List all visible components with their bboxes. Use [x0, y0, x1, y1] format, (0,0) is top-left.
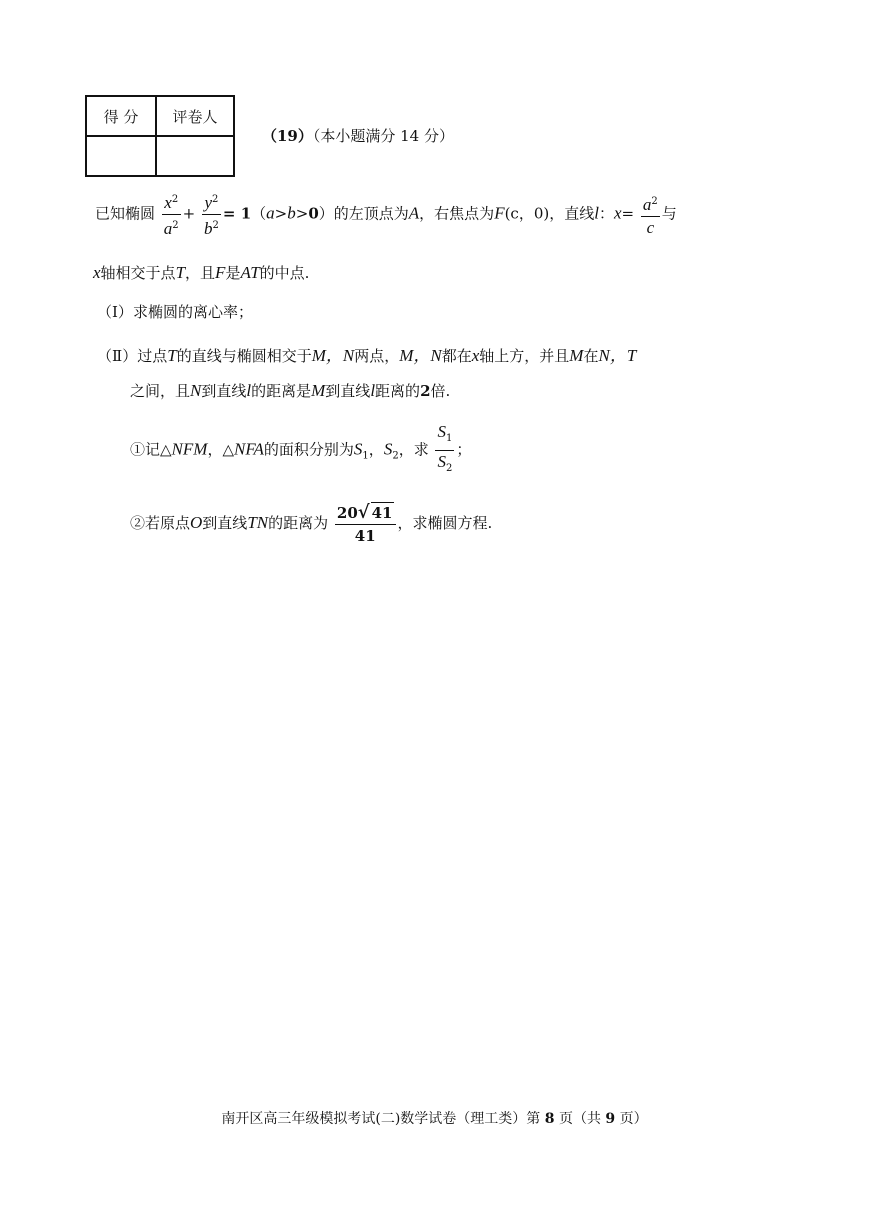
- exponent: 2: [171, 194, 179, 205]
- number-two: 2: [420, 382, 431, 400]
- sub-1-text: ①记△: [130, 440, 172, 459]
- stem-text: 的左顶点为: [333, 204, 409, 223]
- var-M: M: [569, 346, 584, 365]
- equals-one: = 1: [222, 204, 252, 223]
- stem-text: 与: [661, 204, 677, 223]
- var-O: O: [190, 513, 203, 532]
- subscript: 1: [362, 450, 369, 462]
- part-2-line-1: [97, 341, 636, 366]
- sub-1-text: ，求: [398, 440, 429, 459]
- sub-1-text: 的面积分别为: [263, 440, 354, 459]
- footer-text: 南开区高三年级模拟考试(二)数学试卷（理工类）第: [221, 1111, 541, 1127]
- var-NT: N，T: [598, 346, 637, 365]
- exponent: 2: [172, 220, 179, 231]
- var-MN: M，N: [399, 346, 442, 365]
- part-2-text: 距离的: [375, 382, 421, 400]
- var-N: N: [190, 381, 202, 400]
- plus-sign: +: [182, 204, 196, 223]
- var-F: F: [494, 203, 505, 223]
- grader-cell: [156, 136, 234, 176]
- frac-num: y: [204, 193, 213, 212]
- grader-header: 评卷人: [156, 96, 234, 136]
- part-1: [97, 301, 253, 322]
- part-2-text: 的距离是: [251, 382, 312, 400]
- subscript: 2: [392, 450, 399, 462]
- part-2-text: 的直线与椭圆相交于: [176, 347, 312, 365]
- sub-question-2: [130, 502, 492, 546]
- frac-num: x: [164, 193, 172, 212]
- var-x: x: [614, 203, 622, 223]
- part-2-line-2: [130, 380, 450, 401]
- sub-2-text: ②若原点: [130, 514, 191, 532]
- frac-den: 41: [354, 527, 376, 545]
- part-1-text: 求椭圆的离心率；: [132, 303, 253, 321]
- sub-2-text: ，求椭圆方程.: [397, 514, 493, 532]
- part-2-text: 轴上方，并且: [479, 347, 570, 365]
- stem-text: 已知椭圆: [95, 204, 156, 223]
- stem-text: ，右焦点为: [419, 204, 495, 223]
- part-2-text: 都在: [441, 347, 472, 365]
- score-header: 得 分: [86, 96, 156, 136]
- stem-text: 的中点.: [259, 264, 310, 282]
- paren: （: [251, 204, 267, 223]
- frac-den: S: [437, 452, 446, 471]
- fraction-y2-b2: [202, 190, 221, 239]
- var-TN: TN: [247, 513, 269, 532]
- frac-den: b: [204, 219, 213, 238]
- var-b: b: [287, 203, 296, 223]
- var-a: a: [266, 203, 275, 223]
- part-2-text: 到直线: [201, 382, 247, 400]
- part-2-text: 到直线: [325, 382, 371, 400]
- frac-den: c: [646, 217, 655, 237]
- gt: >: [295, 204, 309, 223]
- total-pages: 9: [605, 1111, 616, 1127]
- part-2-text: 在: [583, 347, 599, 365]
- var-MN: M，N: [311, 346, 355, 365]
- footer-text: 页）: [619, 1111, 648, 1127]
- page-number: 8: [544, 1111, 555, 1127]
- part-2-text: 两点，: [354, 347, 400, 365]
- sub-question-1: [130, 422, 471, 479]
- semicolon: ；: [456, 440, 472, 459]
- var-T: T: [167, 346, 177, 365]
- var-l: l: [246, 381, 252, 400]
- stem-text: 轴相交于点: [100, 264, 176, 282]
- part-2-text: 倍.: [430, 382, 451, 400]
- sub-1-text: ，△: [207, 440, 234, 459]
- stem-text: 是: [225, 264, 241, 282]
- part-2-label: （Ⅱ）: [97, 347, 138, 365]
- var-F: F: [215, 263, 226, 282]
- var-l: l: [370, 381, 376, 400]
- exponent: 2: [651, 195, 658, 207]
- var-NFM: NFM: [171, 439, 208, 459]
- var-M: M: [311, 381, 326, 400]
- var-x: x: [471, 346, 480, 365]
- part-1-label: （Ⅰ）: [97, 303, 133, 321]
- fraction-s1-s2: [435, 422, 454, 479]
- sub-2-text: 的距离为: [268, 514, 329, 532]
- coefficient: 20: [336, 504, 358, 522]
- part-2-text: 过点: [137, 347, 168, 365]
- colon: ：: [598, 204, 614, 223]
- score-cell: [86, 136, 156, 176]
- fraction-distance: [335, 502, 396, 546]
- var-A: A: [408, 203, 420, 223]
- subscript: 1: [445, 433, 453, 444]
- frac-den: a: [163, 219, 173, 238]
- subscript: 2: [445, 463, 453, 474]
- stem-text: ，且: [185, 264, 216, 282]
- fraction-a2-c: [641, 192, 660, 238]
- footer-text: 页（共: [558, 1111, 601, 1127]
- radical-sign: √: [357, 502, 370, 523]
- frac-num: S: [437, 422, 446, 441]
- part-2-text: 之间，且: [130, 382, 191, 400]
- page-footer: [0, 1108, 869, 1128]
- var-S: S: [353, 439, 363, 459]
- var-AT: AT: [240, 263, 260, 282]
- sub-2-text: 到直线: [202, 514, 248, 532]
- var-S: S: [383, 439, 393, 459]
- comma: ，: [368, 440, 384, 459]
- radicand: 41: [371, 504, 393, 522]
- gt: >: [274, 204, 288, 223]
- frac-num: a: [642, 194, 652, 214]
- stem-line-2: [93, 262, 309, 283]
- score-table: [85, 95, 235, 177]
- var-T: T: [175, 263, 186, 282]
- var-NFA: NFA: [233, 439, 264, 459]
- var-x: x: [93, 263, 101, 282]
- exponent: 2: [212, 220, 219, 231]
- question-points: （本小题满分 14 分）: [312, 127, 454, 145]
- question-header: [262, 125, 454, 146]
- fraction-x2-a2: [162, 190, 181, 239]
- exponent: 2: [212, 194, 219, 205]
- stem-text: ，直线: [549, 204, 595, 223]
- focus-coord: (c，0): [504, 204, 550, 223]
- paren: ）: [318, 204, 334, 223]
- stem-line-1: [95, 190, 677, 239]
- question-number: （19）: [262, 127, 313, 145]
- var-l: l: [594, 203, 599, 223]
- zero: 0: [308, 204, 319, 223]
- equals: =: [621, 204, 635, 223]
